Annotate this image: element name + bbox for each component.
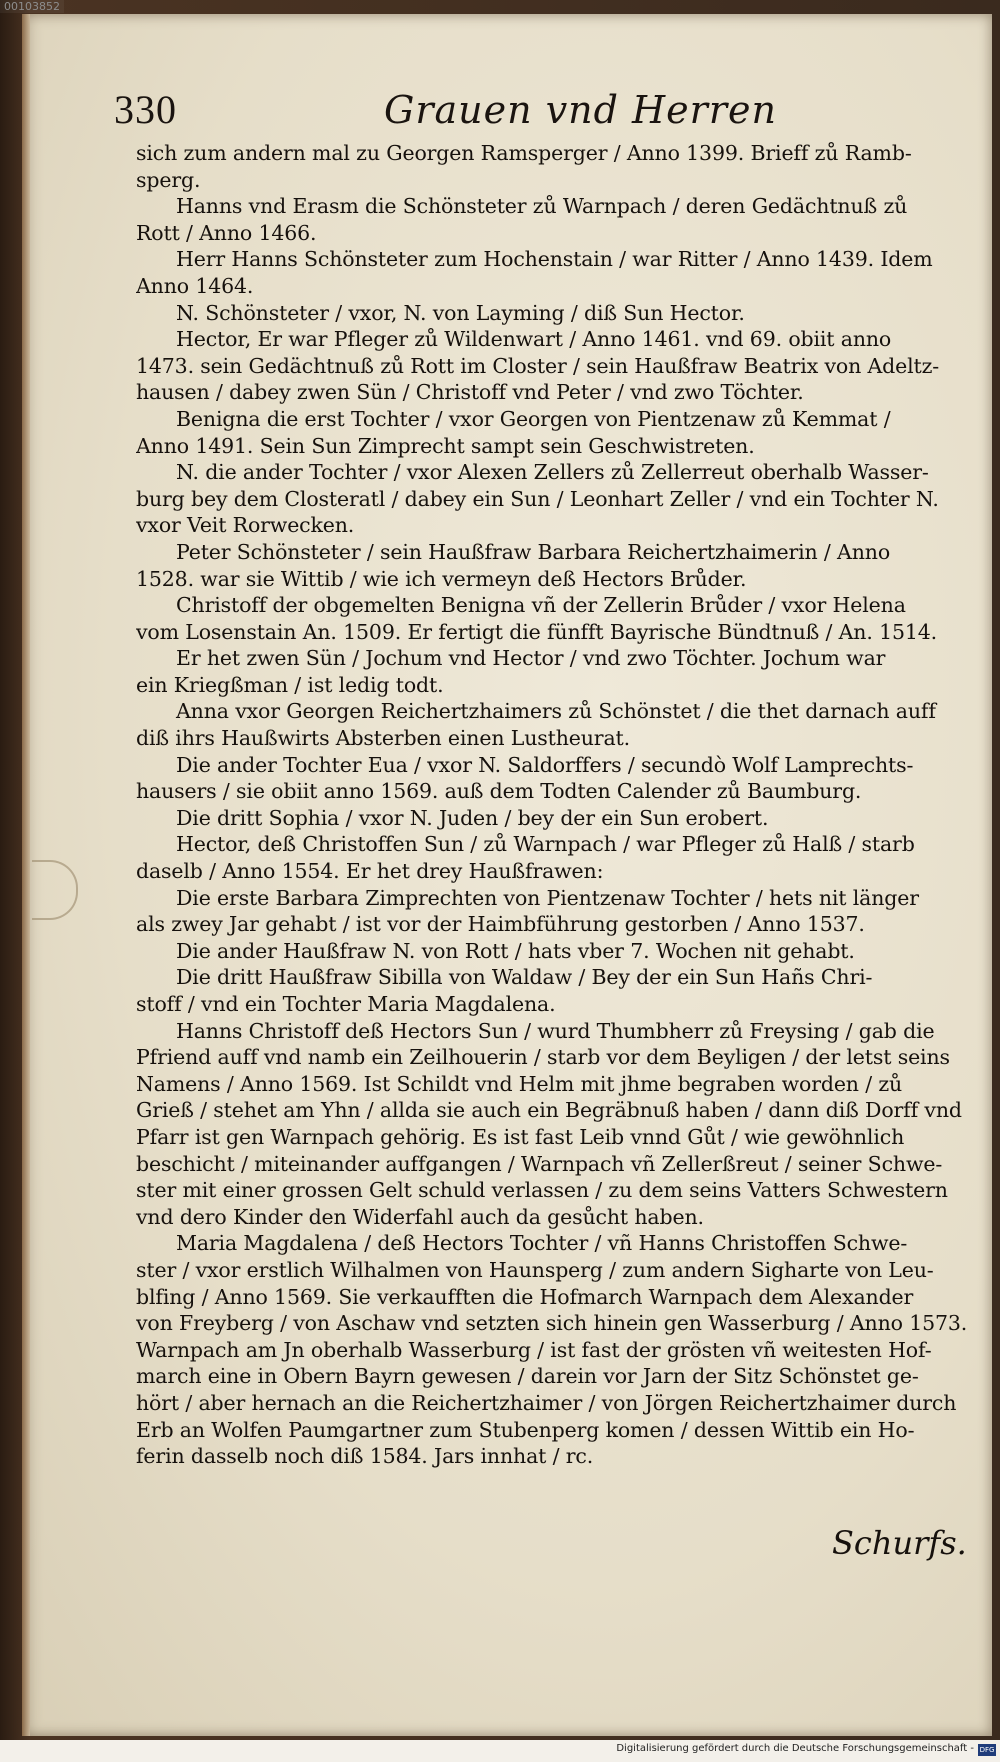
page-number: 330 xyxy=(114,87,177,132)
text-line: Die dritt Haußfraw Sibilla von Waldaw / Bey der ein Sun Hañs Chri- xyxy=(176,965,873,990)
text-line: blfing / Anno 1569. Sie verkaufften die Hofmarch Warnpach dem Alexander xyxy=(136,1284,914,1309)
text-line: Grieß / stehet am Yhn / allda sie auch ein Begräbnuß haben / dann diß Dorff vnd xyxy=(136,1098,962,1123)
text-line: als zwey Jar gehabt / ist vor der Haimbführung gestorben / Anno 1537. xyxy=(136,912,865,937)
text-line: burg bey dem Closteratl / dabey ein Sun / Leonhart Zeller / vnd ein Tochter N. xyxy=(136,486,939,511)
text-line: Herr Hanns Schönsteter zum Hochenstain / war Ritter / Anno 1439. Idem xyxy=(176,247,933,272)
text-line: ster / vxor erstlich Wilhalmen von Haunsperg / zum andern Sigharte von Leu- xyxy=(136,1257,934,1282)
text-line: Benigna die erst Tochter / vxor Georgen von Pientzenaw zů Kemmat / xyxy=(176,406,891,431)
text-line: hausers / sie obiit anno 1569. auß dem Todten Calender zů Baumburg. xyxy=(136,779,862,804)
text-line: Anno 1464. xyxy=(136,273,254,298)
text-line: hausen / dabey zwen Sün / Christoff vnd Peter / vnd zwo Töchter. xyxy=(136,380,804,405)
text-line: Erb an Wolfen Paumgartner zum Stubenperg komen / dessen Wittib ein Ho- xyxy=(136,1417,915,1442)
text-line: Warnpach am Jn oberhalb Wasserburg / ist fast der grösten vñ weitesten Hof- xyxy=(136,1337,932,1362)
text-line: Anno 1491. Sein Sun Zimprecht sampt sein Geschwistreten. xyxy=(136,433,755,458)
text-line: daselb / Anno 1554. Er het drey Haußfrawen: xyxy=(136,859,604,884)
text-line: ein Kriegßman / ist ledig todt. xyxy=(136,672,444,697)
dfg-logo-icon: DFG xyxy=(979,1746,995,1754)
text-line: Die ander Tochter Eua / vxor N. Saldorffers / secundò Wolf Lamprechts- xyxy=(176,752,914,777)
text-line: Pfriend auff vnd namb ein Zeilhouerin / starb vor dem Beyligen / der letst seins xyxy=(136,1045,950,1070)
text-line: vxor Veit Rorwecken. xyxy=(136,513,355,538)
text-line: Hanns Christoff deß Hectors Sun / wurd Thumbherr zů Freysing / gab die xyxy=(176,1018,935,1043)
text-line: 1528. war sie Wittib / wie ich vermeyn deß Hectors Brůder. xyxy=(136,566,747,591)
book-page xyxy=(22,14,992,1736)
text-line: Hanns vnd Erasm die Schönsteter zů Warnpach / deren Gedächtnuß zů xyxy=(176,194,908,219)
text-line: diß ihrs Haußwirts Absterben einen Lustheurat. xyxy=(136,726,630,751)
text-line: Hector, deß Christoffen Sun / zů Warnpach / war Pfleger zů Halß / starb xyxy=(176,832,915,857)
text-line: ferin dasselb noch diß 1584. Jars innhat / rc. xyxy=(136,1444,594,1469)
text-line: Er het zwen Sün / Jochum vnd Hector / vnd zwo Töchter. Jochum war xyxy=(176,646,886,671)
text-line: von Freyberg / von Aschaw vnd setzten sich hinein gen Wasserburg / Anno 1573. xyxy=(136,1311,968,1336)
text-line: stoff / vnd ein Tochter Maria Magdalena. xyxy=(136,992,556,1016)
text-line: march eine in Obern Bayrn gewesen / darein vor Jarn der Sitz Schönstet ge- xyxy=(136,1364,919,1389)
catchword: Schurfs. xyxy=(832,1524,967,1562)
text-line: Peter Schönsteter / sein Haußfraw Barbara Reichertzhaimerin / Anno xyxy=(176,539,891,564)
footer-bar xyxy=(0,1740,1000,1762)
scan-id: 00103852 xyxy=(0,0,64,13)
text-line: Pfarr ist gen Warnpach gehörig. Es ist fast Leib vnnd Gůt / wie gewöhnlich xyxy=(136,1124,905,1149)
text-line: Rott / Anno 1466. xyxy=(136,220,317,245)
text-line: beschicht / miteinander auffgangen / Warnpach vñ Zellerßreut / seiner Schwe- xyxy=(136,1151,943,1176)
page-spine xyxy=(22,14,30,1736)
text-line: ster mit einer grossen Gelt schuld verlassen / zu dem seins Vatters Schwestern xyxy=(136,1178,948,1203)
text-body xyxy=(136,140,976,1470)
text-line: Hector, Er war Pfleger zů Wildenwart / Anno 1461. vnd 69. obiit anno xyxy=(176,327,892,352)
text-line: 1473. sein Gedächtnuß zů Rott im Closter / sein Haußfraw Beatrix von Adeltz- xyxy=(136,353,940,378)
footer-text: Digitalisierung gefördert durch die Deutsche Forschungsgemeinschaft - xyxy=(616,1743,974,1754)
text-line: hört / aber hernach an die Reichertzhaimer / von Jörgen Reichertzhaimer durch xyxy=(136,1390,957,1415)
text-line: Christoff der obgemelten Benigna vñ der Zellerin Brůder / vxor Helena xyxy=(176,593,906,618)
text-line: vnd dero Kinder den Widerfahl auch da gesůcht haben. xyxy=(136,1204,704,1229)
running-title: Grauen vnd Herren xyxy=(384,88,777,132)
text-line: Namens / Anno 1569. Ist Schildt vnd Helm mit jhme begraben worden / zů xyxy=(136,1071,903,1096)
text-line: Die dritt Sophia / vxor N. Juden / bey der ein Sun erobert. xyxy=(176,805,769,830)
text-line: N. die ander Tochter / vxor Alexen Zellers zů Zellerreut oberhalb Wasser- xyxy=(176,460,929,485)
text-line: vom Losenstain An. 1509. Er fertigt die fünfft Bayrische Bündtnuß / An. 1514. xyxy=(136,619,938,644)
text-line: Die erste Barbara Zimprechten von Pientzenaw Tochter / hets nit länger xyxy=(176,885,919,910)
text-line: Maria Magdalena / deß Hectors Tochter / vñ Hanns Christoffen Schwe- xyxy=(176,1231,908,1256)
text-line: N. Schönsteter / vxor, N. von Layming / diß Sun Hector. xyxy=(176,300,745,325)
text-line: Anna vxor Georgen Reichertzhaimers zů Schönstet / die thet darnach auff xyxy=(176,699,936,724)
page-tab-mark xyxy=(32,860,78,920)
text-line: Die ander Haußfraw N. von Rott / hats vber 7. Wochen nit gehabt. xyxy=(176,938,855,963)
page-header xyxy=(114,86,974,146)
text-line: sperg. xyxy=(136,167,201,192)
text-line: sich zum andern mal zu Georgen Ramsperger / Anno 1399. Brieff zů Ramb- xyxy=(136,141,912,165)
